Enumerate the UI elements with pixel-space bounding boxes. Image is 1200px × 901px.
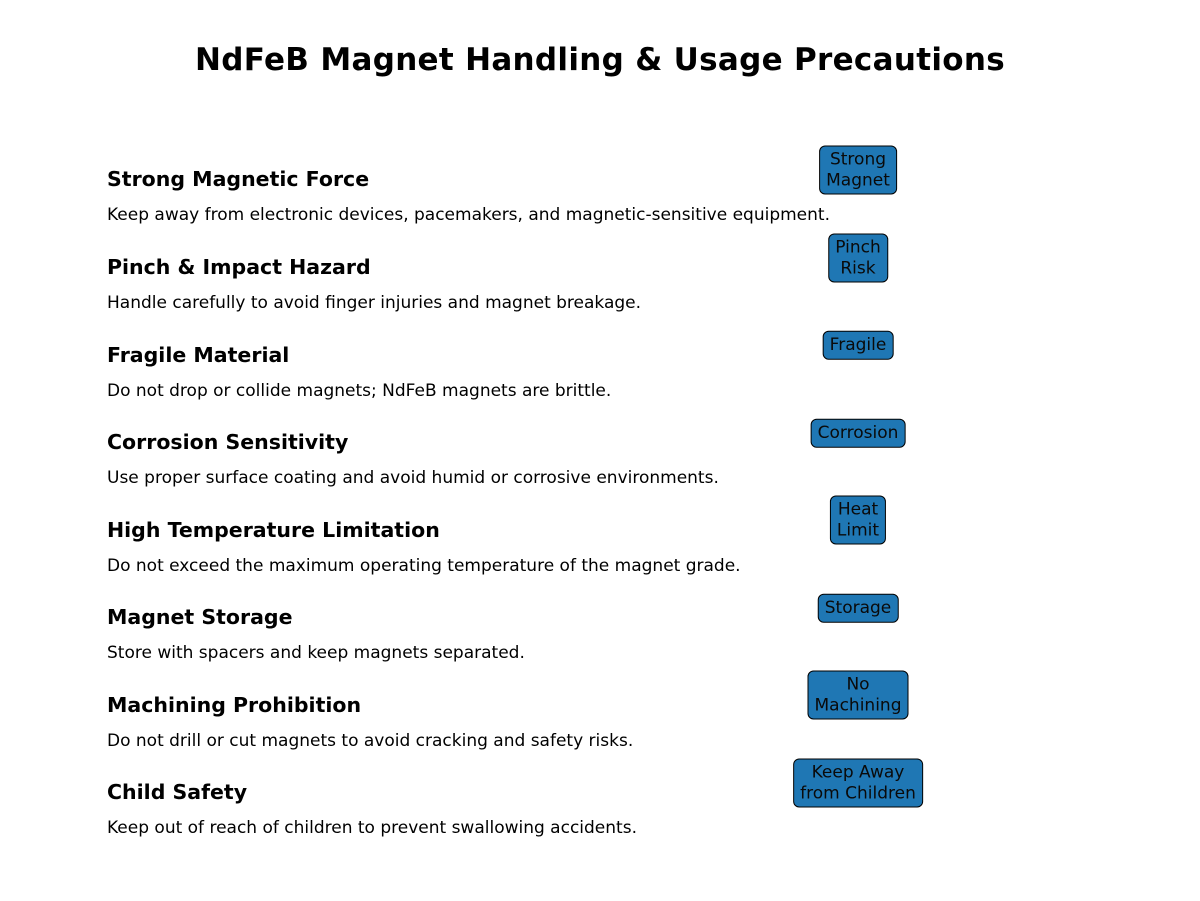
precaution-description: Handle carefully to avoid finger injuries and magnet breakage. [107,293,642,313]
precaution-description: Do not drop or collide magnets; NdFeB magnets are brittle. [107,381,612,401]
precaution-item-high-temperature-limitation [107,517,907,577]
precaution-item-pinch-impact-hazard [107,254,907,314]
keep-away-from-children-badge: Keep Away from Children [793,759,923,808]
precaution-item-machining-prohibition [107,692,907,752]
precaution-item-magnet-storage [107,604,907,664]
precaution-heading: Corrosion Sensitivity [107,430,349,454]
precaution-item-corrosion-sensitivity [107,429,907,489]
precaution-heading: Magnet Storage [107,605,293,629]
precaution-heading: Fragile Material [107,343,290,367]
precaution-item-fragile-material [107,342,907,402]
precaution-item-strong-magnetic-force [107,166,907,226]
precaution-heading: Pinch & Impact Hazard [107,255,371,279]
heat-limit-badge: Heat Limit [830,496,886,545]
precaution-description: Keep out of reach of children to prevent swallowing accidents. [107,818,637,838]
corrosion-badge: Corrosion [811,419,906,448]
precaution-heading: Child Safety [107,780,248,804]
precaution-heading: High Temperature Limitation [107,518,440,542]
no-machining-badge: No Machining [808,671,909,720]
fragile-badge: Fragile [823,331,894,360]
precaution-heading: Machining Prohibition [107,693,362,717]
precaution-description: Store with spacers and keep magnets separated. [107,643,525,663]
precaution-description: Do not exceed the maximum operating temperature of the magnet grade. [107,556,741,576]
page-title: NdFeB Magnet Handling & Usage Precautions [195,42,1005,78]
pinch-risk-badge: Pinch Risk [828,234,888,283]
precaution-description: Use proper surface coating and avoid humid or corrosive environments. [107,468,719,488]
precaution-description: Keep away from electronic devices, pacemakers, and magnetic-sensitive equipment. [107,205,830,225]
strong-magnet-badge: Strong Magnet [819,146,897,195]
precaution-item-child-safety [107,779,907,839]
precaution-description: Do not drill or cut magnets to avoid cracking and safety risks. [107,731,634,751]
precaution-heading: Strong Magnetic Force [107,167,370,191]
storage-badge: Storage [818,594,899,623]
